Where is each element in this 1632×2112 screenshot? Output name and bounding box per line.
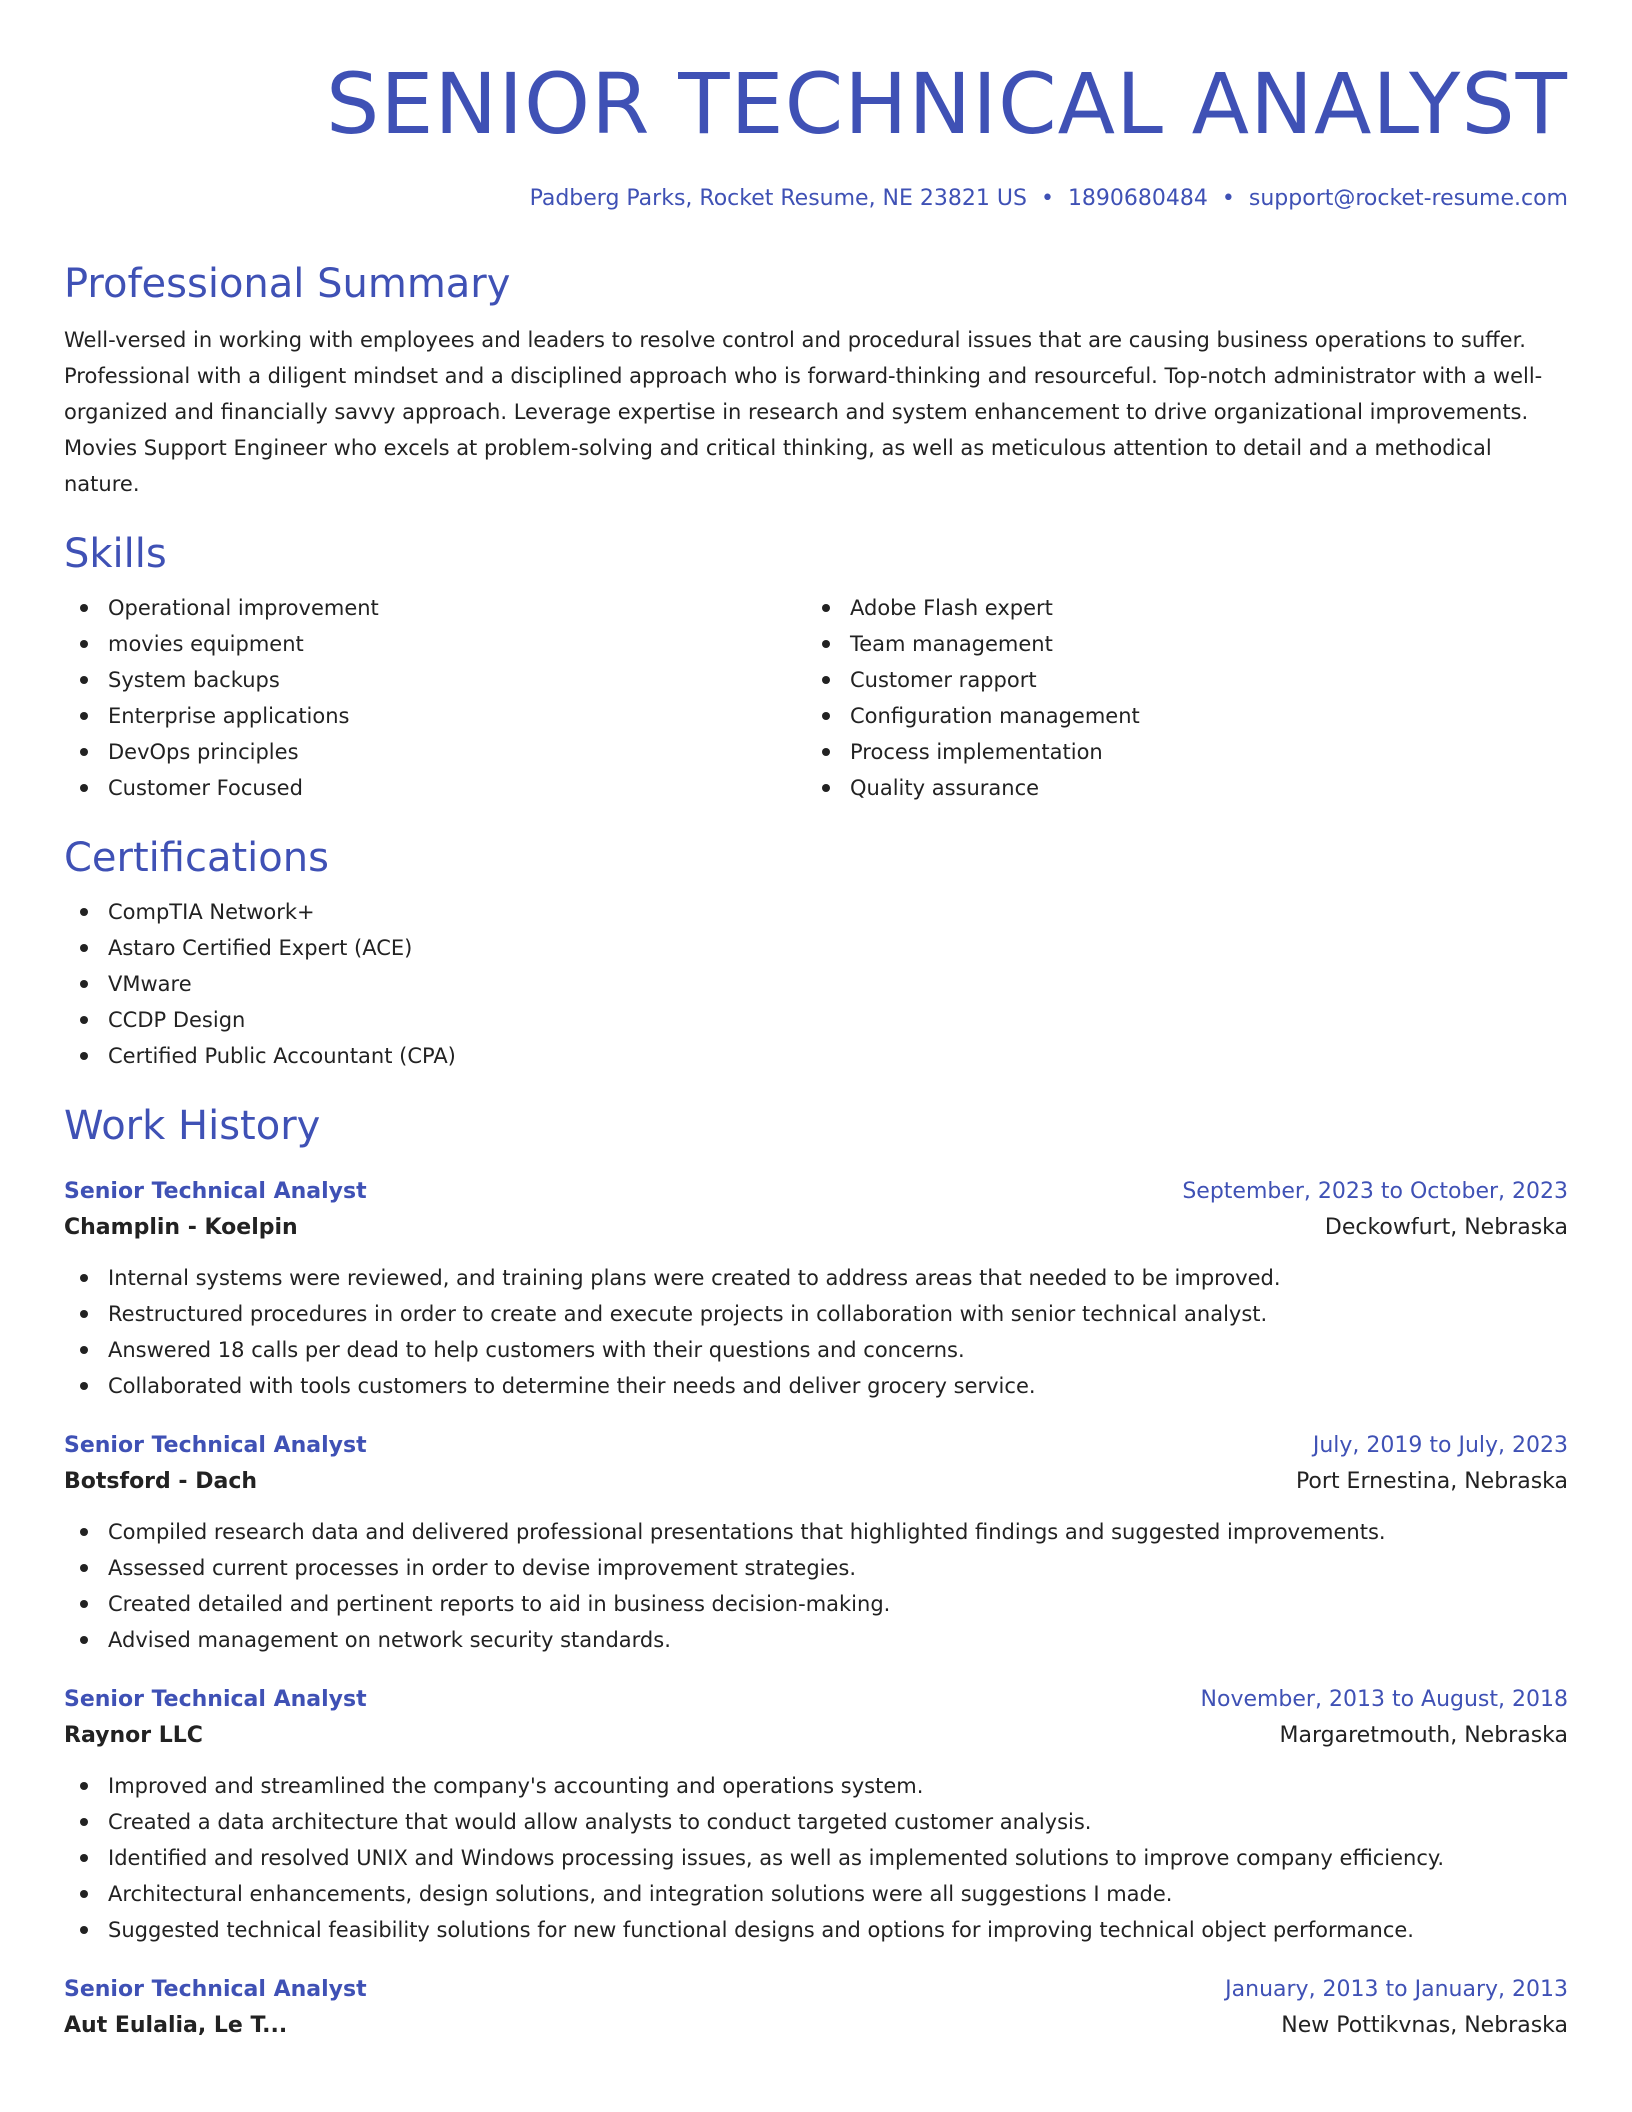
skill-item: Adobe Flash expert (806, 590, 1548, 626)
job-location: New Pottikvnas, Nebraska (1281, 2013, 1568, 2038)
job-bullet: Advised management on network security standards. (64, 1622, 1568, 1658)
skill-item: System backups (64, 662, 806, 698)
job-bullet: Restructured procedures in order to create and execute projects in collaboration with senior technical analyst. (64, 1296, 1568, 1332)
skills-column-right (806, 590, 1548, 806)
contact-separator: • (1221, 186, 1235, 211)
contact-line (64, 184, 1568, 214)
skills-heading: Skills (64, 531, 167, 577)
job-entry (64, 1174, 1568, 1404)
job-dates: July, 2019 to July, 2023 (1312, 1433, 1568, 1458)
job-entry (64, 1682, 1568, 1948)
skill-item: DevOps principles (64, 734, 806, 770)
summary-heading: Professional Summary (64, 261, 511, 307)
job-title: Senior Technical Analyst (64, 1179, 367, 1204)
resume-header (64, 56, 1568, 214)
job-location: Deckowfurt, Nebraska (1324, 1215, 1568, 1240)
skill-item: Process implementation (806, 734, 1548, 770)
job-bullet: Collaborated with tools customers to determine their needs and deliver grocery service. (64, 1368, 1568, 1404)
skill-item: Operational improvement (64, 590, 806, 626)
job-bullet: Identified and resolved UNIX and Windows processing issues, as well as implemented solutions to improve company efficiency. (64, 1840, 1568, 1876)
address: Padberg Parks, Rocket Resume, NE 23821 US (529, 186, 1027, 211)
job-entry (64, 1972, 1568, 2044)
job-title: Senior Technical Analyst (64, 1977, 367, 2002)
job-company: Raynor LLC (64, 1723, 203, 1748)
job-dates: January, 2013 to January, 2013 (1225, 1977, 1568, 2002)
job-bullet: Improved and streamlined the company's accounting and operations system. (64, 1768, 1568, 1804)
job-bullet: Assessed current processes in order to devise improvement strategies. (64, 1550, 1568, 1586)
phone-number: 1890680484 (1067, 186, 1208, 211)
work-history-heading: Work History (64, 1103, 321, 1149)
skill-item: Team management (806, 626, 1548, 662)
job-bullet: Created detailed and pertinent reports to aid in business decision-making. (64, 1586, 1568, 1622)
skill-item: Enterprise applications (64, 698, 806, 734)
job-bullet: Created a data architecture that would allow analysts to conduct targeted customer analysis. (64, 1804, 1568, 1840)
job-bullet: Answered 18 calls per dead to help customers with their questions and concerns. (64, 1332, 1568, 1368)
certification-item: CCDP Design (64, 1002, 1568, 1038)
candidate-name: SENIOR TECHNICAL ANALYST (326, 55, 1568, 153)
job-bullets (64, 1768, 1568, 1948)
job-title: Senior Technical Analyst (64, 1687, 367, 1712)
job-company: Aut Eulalia, Le T... (64, 2013, 288, 2038)
job-location: Port Ernestina, Nebraska (1295, 1469, 1568, 1494)
certification-item: Astaro Certified Expert (ACE) (64, 930, 1568, 966)
skills-column-left (64, 590, 806, 806)
certifications-heading: Certifications (64, 835, 329, 881)
job-bullet: Suggested technical feasibility solutions for new functional designs and options for improving technical object performance. (64, 1912, 1568, 1948)
summary-text: Well-versed in working with employees and leaders to resolve control and procedural issues that are causing business operations to suffer. Professional with a diligent mindset and a disciplined approach who is forward-thinking and resourceful. Top-notch administrator with a well-organized and financially savvy approach. Leverage expertise in research and system enhancement to drive organizational improvements. Movies Support Engineer who excels at problem-solving and critical thinking, as well as meticulous attention to detail and a methodical nature. (64, 328, 1543, 496)
job-bullet: Internal systems were reviewed, and training plans were created to address areas that needed to be improved. (64, 1260, 1568, 1296)
job-company: Botsford - Dach (64, 1469, 258, 1494)
job-dates: September, 2023 to October, 2023 (1182, 1179, 1568, 1204)
job-title: Senior Technical Analyst (64, 1433, 367, 1458)
certification-item: CompTIA Network+ (64, 894, 1568, 930)
job-dates: November, 2013 to August, 2018 (1200, 1687, 1568, 1712)
skill-item: Configuration management (806, 698, 1548, 734)
job-bullet: Architectural enhancements, design solutions, and integration solutions were all suggestions I made. (64, 1876, 1568, 1912)
job-company: Champlin - Koelpin (64, 1215, 298, 1240)
skill-item: Quality assurance (806, 770, 1548, 806)
job-entry (64, 1428, 1568, 1658)
certification-item: Certified Public Accountant (CPA) (64, 1038, 1568, 1074)
skills-list (64, 590, 1568, 806)
job-bullets (64, 1514, 1568, 1658)
job-bullets (64, 1260, 1568, 1404)
contact-separator: • (1040, 186, 1054, 211)
certification-item: VMware (64, 966, 1568, 1002)
email-address[interactable]: support@rocket-resume.com (1248, 186, 1568, 211)
skill-item: movies equipment (64, 626, 806, 662)
job-bullet: Compiled research data and delivered professional presentations that highlighted findings and suggested improvements. (64, 1514, 1568, 1550)
job-location: Margaretmouth, Nebraska (1279, 1723, 1568, 1748)
certifications-list (64, 894, 1568, 1074)
skill-item: Customer Focused (64, 770, 806, 806)
skill-item: Customer rapport (806, 662, 1548, 698)
